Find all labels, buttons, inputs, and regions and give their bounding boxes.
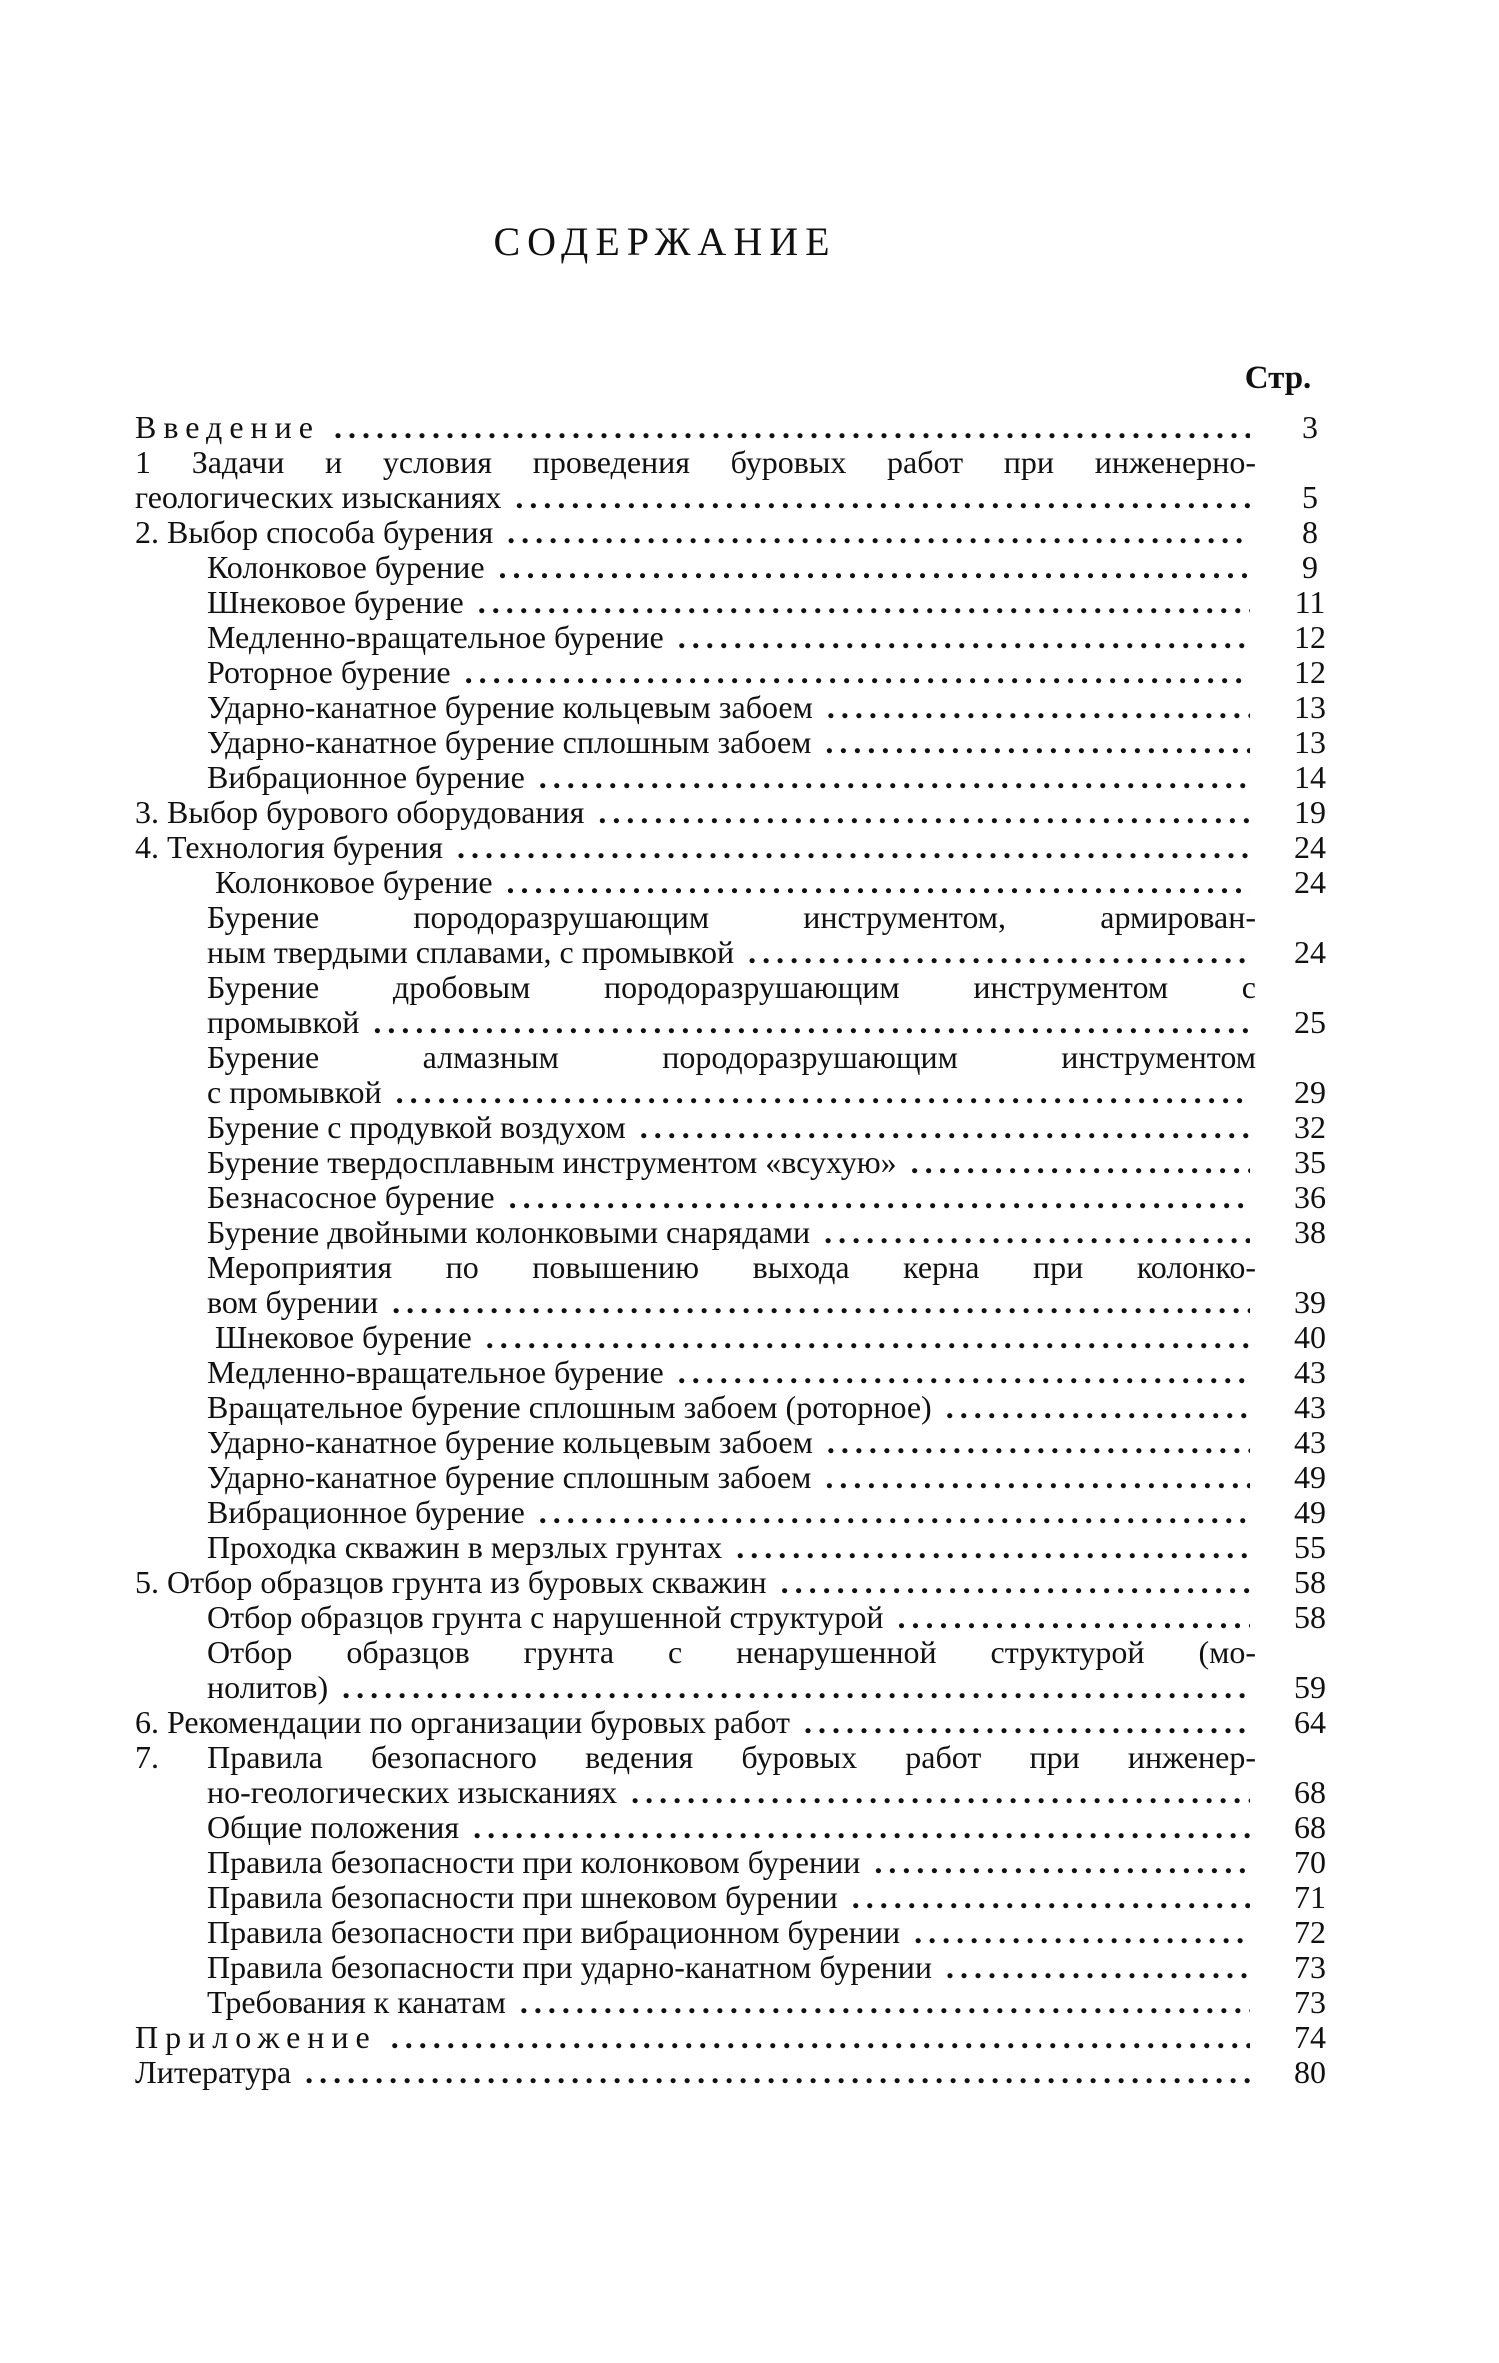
toc-entry-title: Отбор образцов грунта с нарушенной структурой xyxy=(207,1600,884,1635)
toc-entry-title: Правила безопасности при колонковом бурении xyxy=(207,1845,861,1880)
toc-entry-page-number: 59 xyxy=(1294,1669,1326,1705)
toc-entry-page-number: 14 xyxy=(1294,759,1326,795)
toc-entry-page-number: 40 xyxy=(1294,1319,1326,1355)
toc-entry-title: вом бурении xyxy=(207,1285,379,1320)
dot-leader xyxy=(827,690,1250,725)
toc-entry xyxy=(135,1915,1350,1950)
dot-leader xyxy=(465,655,1250,690)
toc-entry-page-number: 71 xyxy=(1294,1879,1326,1915)
toc-entry-page-number: 24 xyxy=(1294,934,1326,970)
toc-entry xyxy=(135,1845,1350,1880)
toc-entry xyxy=(135,1810,1350,1845)
toc-entry-page-number: 64 xyxy=(1294,1704,1326,1740)
toc-entry-page-number: 73 xyxy=(1294,1949,1326,1985)
toc-entry-page-number: 68 xyxy=(1294,1774,1326,1810)
dot-leader xyxy=(781,1565,1250,1600)
dot-leader xyxy=(897,1600,1250,1635)
toc-entry xyxy=(135,1390,1350,1425)
dot-leader xyxy=(457,830,1250,865)
toc-entry xyxy=(135,550,1350,585)
toc-entry xyxy=(135,1460,1350,1495)
toc-entry-page-number: 24 xyxy=(1294,829,1326,865)
toc-entry xyxy=(135,970,1350,1040)
dot-leader xyxy=(342,1670,1250,1705)
toc-entry-title: Ударно-канатное бурение кольцевым забоем xyxy=(207,1425,813,1460)
toc-entry-title: Требования к канатам xyxy=(207,1985,506,2020)
dot-leader xyxy=(874,1845,1250,1880)
toc-entry-title: Общие положения xyxy=(207,1810,460,1845)
toc-entry-page-number: 11 xyxy=(1294,584,1326,620)
toc-entry-title: геологических изысканиях xyxy=(135,480,502,515)
dot-leader xyxy=(824,1215,1250,1250)
toc-entry-page-number: 72 xyxy=(1294,1914,1326,1950)
table-of-contents xyxy=(135,410,1350,2090)
toc-entry xyxy=(135,1355,1350,1390)
dot-leader xyxy=(640,1110,1250,1145)
toc-entry-first-line: Бурение породоразрушающим инструментом, армирован- xyxy=(207,899,1256,935)
toc-entry-title: Бурение двойными колонковыми снарядами xyxy=(207,1215,811,1250)
toc-entry xyxy=(135,1705,1350,1740)
toc-entry-title: Введение xyxy=(135,410,320,445)
toc-entry-title: Ударно-канатное бурение кольцевым забоем xyxy=(207,690,813,725)
dot-leader xyxy=(507,515,1250,550)
dot-leader xyxy=(804,1705,1250,1740)
dot-leader xyxy=(825,725,1250,760)
toc-entry-page-number: 29 xyxy=(1294,1074,1326,1110)
dot-leader xyxy=(507,865,1250,900)
toc-entry-title: Ударно-канатное бурение сплошным забоем xyxy=(207,1460,812,1495)
toc-entry-title: Колонковое бурение xyxy=(207,550,485,585)
toc-entry-page-number: 32 xyxy=(1294,1109,1326,1145)
toc-entry-title: Правила безопасности при вибрационном бурении xyxy=(207,1915,901,1950)
toc-entry-title: нолитов) xyxy=(207,1670,329,1705)
toc-entry xyxy=(135,1565,1350,1600)
toc-entry-title: с промывкой xyxy=(207,1075,382,1110)
dot-leader xyxy=(539,1495,1250,1530)
toc-entry-title: Вибрационное бурение xyxy=(207,1495,525,1530)
toc-entry-page-number: 68 xyxy=(1294,1809,1326,1845)
dot-leader xyxy=(598,795,1250,830)
dot-leader xyxy=(825,1460,1250,1495)
toc-entry-title: но-геологических изысканиях xyxy=(207,1775,618,1810)
toc-entry-title: Приложение xyxy=(135,2020,377,2055)
dot-leader xyxy=(520,1985,1250,2020)
dot-leader xyxy=(391,2020,1250,2055)
toc-entry xyxy=(135,620,1350,655)
toc-entry-title: Роторное бурение xyxy=(207,655,451,690)
toc-entry-title: Бурение твердосплавным инструментом «всухую» xyxy=(207,1145,897,1180)
toc-entry-page-number: 13 xyxy=(1294,724,1326,760)
toc-entry-title: 5. Отбор образцов грунта из буровых скважин xyxy=(135,1565,767,1600)
toc-entry-page-number: 43 xyxy=(1294,1354,1326,1390)
toc-entry-title: 6. Рекомендации по организации буровых работ xyxy=(135,1705,790,1740)
toc-entry-page-number: 24 xyxy=(1294,864,1326,900)
toc-entry xyxy=(135,900,1350,970)
dot-leader xyxy=(486,1320,1250,1355)
toc-entry xyxy=(135,2020,1350,2055)
toc-entry-page-number: 70 xyxy=(1294,1844,1326,1880)
toc-entry xyxy=(135,655,1350,690)
dot-leader xyxy=(852,1880,1250,1915)
toc-entry-title: Проходка скважин в мерзлых грунтах xyxy=(207,1530,723,1565)
toc-entry-page-number: 49 xyxy=(1294,1459,1326,1495)
toc-entry-page-number: 43 xyxy=(1294,1389,1326,1425)
toc-entry-title: 2. Выбор способа бурения xyxy=(135,515,494,550)
dot-leader xyxy=(911,1145,1250,1180)
toc-entry-page-number: 36 xyxy=(1294,1179,1326,1215)
dot-leader xyxy=(827,1425,1250,1460)
toc-entry xyxy=(135,865,1350,900)
toc-entry xyxy=(135,585,1350,620)
toc-entry-title: ным твердыми сплавами, с промывкой xyxy=(207,935,735,970)
toc-entry xyxy=(135,795,1350,830)
toc-entry-page-number: 58 xyxy=(1294,1599,1326,1635)
toc-entry-title: Правила безопасности при ударно-канатном бурении xyxy=(207,1950,933,1985)
dot-leader xyxy=(631,1775,1250,1810)
dot-leader xyxy=(946,1390,1250,1425)
dot-leader xyxy=(499,550,1250,585)
toc-entry-title: Безнасосное бурение xyxy=(207,1180,495,1215)
dot-leader xyxy=(396,1075,1250,1110)
toc-entry xyxy=(135,1880,1350,1915)
toc-entry xyxy=(135,515,1350,550)
toc-entry-page-number: 5 xyxy=(1302,479,1318,515)
dot-leader xyxy=(678,620,1250,655)
toc-entry-page-number: 8 xyxy=(1302,514,1318,550)
toc-entry xyxy=(135,1985,1350,2020)
toc-entry xyxy=(135,1600,1350,1635)
toc-entry xyxy=(135,690,1350,725)
toc-entry xyxy=(135,445,1350,515)
toc-entry xyxy=(135,1250,1350,1320)
toc-entry-title: Шнековое бурение xyxy=(215,1320,472,1355)
toc-entry xyxy=(135,760,1350,795)
toc-entry-first-line: Бурение дробовым породоразрушающим инструментом с xyxy=(207,969,1256,1005)
toc-entry-title: Ударно-канатное бурение сплошным забоем xyxy=(207,725,812,760)
toc-entry xyxy=(135,1215,1350,1250)
toc-entry-page-number: 73 xyxy=(1294,1984,1326,2020)
dot-leader xyxy=(946,1950,1250,1985)
toc-entry-title: Медленно-вращательное бурение xyxy=(207,620,664,655)
toc-entry xyxy=(135,1320,1350,1355)
toc-entry-title: Литература xyxy=(135,2055,292,2090)
toc-entry-page-number: 38 xyxy=(1294,1214,1326,1250)
dot-leader xyxy=(515,480,1250,515)
toc-entry-title: Бурение с продувкой воздухом xyxy=(207,1110,626,1145)
toc-entry-page-number: 58 xyxy=(1294,1564,1326,1600)
toc-entry xyxy=(135,725,1350,760)
toc-entry xyxy=(135,1950,1350,1985)
toc-entry-title: Медленно-вращательное бурение xyxy=(207,1355,664,1390)
dot-leader xyxy=(473,1810,1250,1845)
toc-entry xyxy=(135,1110,1350,1145)
toc-entry xyxy=(135,1495,1350,1530)
dot-leader xyxy=(509,1180,1250,1215)
toc-entry-page-number: 35 xyxy=(1294,1144,1326,1180)
toc-entry-page-number: 13 xyxy=(1294,689,1326,725)
toc-entry-title: Правила безопасности при шнековом бурении xyxy=(207,1880,838,1915)
dot-leader xyxy=(736,1530,1250,1565)
toc-entry xyxy=(135,1530,1350,1565)
dot-leader xyxy=(305,2055,1250,2090)
page-title: СОДЕРЖАНИЕ xyxy=(493,219,837,264)
dot-leader xyxy=(914,1915,1250,1950)
toc-entry-page-number: 55 xyxy=(1294,1529,1326,1565)
dot-leader xyxy=(478,585,1250,620)
toc-entry-page-number: 39 xyxy=(1294,1284,1326,1320)
dot-leader xyxy=(334,410,1250,445)
toc-entry-page-number: 43 xyxy=(1294,1424,1326,1460)
toc-entry-title: 4. Технология бурения xyxy=(135,830,443,865)
toc-entry-first-line: Отбор образцов грунта с ненарушенной структурой (мо- xyxy=(207,1634,1256,1670)
toc-entry-first-line: Мероприятия по повышению выхода керна при колонко- xyxy=(207,1249,1256,1285)
toc-entry-title: 3. Выбор бурового оборудования xyxy=(135,795,585,830)
toc-entry-first-line: 1 Задачи и условия проведения буровых работ при инженерно- xyxy=(135,444,1256,480)
toc-entry-page-number: 19 xyxy=(1294,794,1326,830)
toc-entry-title: промывкой xyxy=(207,1005,360,1040)
toc-entry xyxy=(135,1635,1350,1705)
toc-entry-page-number: 25 xyxy=(1294,1004,1326,1040)
toc-entry-page-number: 12 xyxy=(1294,619,1326,655)
toc-entry xyxy=(135,1040,1350,1110)
toc-entry-first-line: Бурение алмазным породоразрушающим инструментом xyxy=(207,1039,1256,1075)
dot-leader xyxy=(678,1355,1250,1390)
toc-entry-title: Колонковое бурение xyxy=(215,865,493,900)
toc-entry xyxy=(135,1740,1350,1810)
dot-leader xyxy=(748,935,1250,970)
toc-entry-title: Шнековое бурение xyxy=(207,585,464,620)
page-column-label: Стр. xyxy=(1244,360,1312,396)
toc-entry xyxy=(135,2055,1350,2090)
dot-leader xyxy=(539,760,1250,795)
toc-entry-page-number: 12 xyxy=(1294,654,1326,690)
toc-entry-title: Вращательное бурение сплошным забоем (роторное) xyxy=(207,1390,932,1425)
toc-entry-page-number: 49 xyxy=(1294,1494,1326,1530)
toc-entry xyxy=(135,830,1350,865)
toc-entry xyxy=(135,410,1350,445)
toc-entry-page-number: 80 xyxy=(1294,2054,1326,2090)
toc-entry-page-number: 74 xyxy=(1294,2019,1326,2055)
toc-entry xyxy=(135,1425,1350,1460)
dot-leader xyxy=(373,1005,1250,1040)
toc-entry-page-number: 9 xyxy=(1302,549,1318,585)
toc-entry-first-line: 7. Правила безопасного ведения буровых работ при инженер- xyxy=(135,1739,1256,1775)
toc-entry xyxy=(135,1180,1350,1215)
toc-entry-page-number: 3 xyxy=(1302,409,1318,445)
toc-entry xyxy=(135,1145,1350,1180)
toc-entry-title: Вибрационное бурение xyxy=(207,760,525,795)
dot-leader xyxy=(392,1285,1250,1320)
